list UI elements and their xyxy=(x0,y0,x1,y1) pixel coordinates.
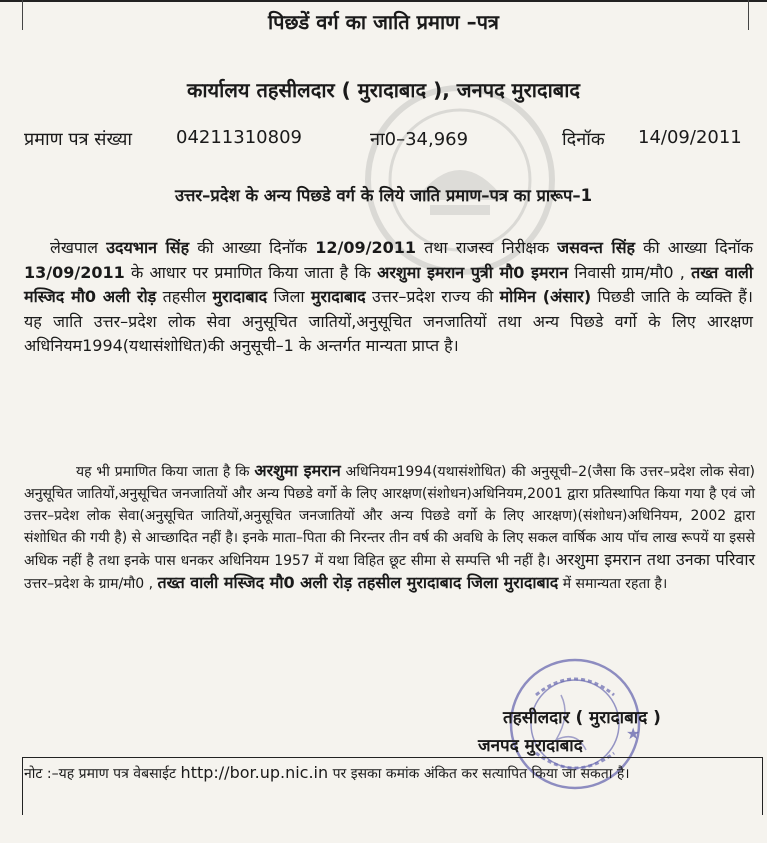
caste-name: मोमिन (अंसार) xyxy=(499,287,592,306)
issue-date: 14/09/2011 xyxy=(638,127,742,148)
signatory-title: तहसीलदार ( मुरादाबाद ) xyxy=(503,708,661,728)
certificate-number-label: प्रमाण पत्र संख्या xyxy=(24,129,133,150)
certificate-number: 04211310809 xyxy=(176,127,302,148)
certification-paragraph-1: लेखपाल उदयभान सिंह की आख्या दिनॉक 12/09/2011 तथा राजस्व निरीक्षक जसवन्त सिंह की आख्या दिनॉक 13/09/2011 के आधार पर प्रमाणित किया जाता है कि अरशुमा इमरान पुत्री मौ0 इमरान निवासी ग्राम/मौ0 , तख्त वाली मस्जिद मौ0 अली रोड़ तहसील मुरादाबाद जिला मुरादाबाद उत्तर–प्रदेश राज्य की मोमिन (अंसार) पिछडी जाति के व्यक्ति हैं। यह जाति उत्तर–प्रदेश लोक सेवा अनुसूचित जातियों,अनुसूचित जनजातियों तथा अन्य पिछडे वर्गो के लिए आरक्षण अधिनियम1994(यथासंशोधित)की अनुसूची–1 के अन्तर्गत मान्यता प्राप्त है। xyxy=(24,238,754,355)
applicant-address: तख्त वाली मस्जिद मौ0 अली रोड़ xyxy=(24,262,753,306)
lekhpal-name: उदयभान सिंह xyxy=(106,238,190,257)
inspector-name: जसवन्त सिंह xyxy=(557,238,636,257)
certificate-number-row xyxy=(24,127,747,153)
certification-paragraph-2: यह भी प्रमाणित किया जाता है कि अरशुमा इमरान अधिनियम1994(यथासंशोधित) की अनुसूची–2(जैसा कि उत्तर–प्रदेश लोक सेवा) अनुसूचित जातियों,अनुसूचित जनजातियों और अन्य पिछडे वर्गो के लिए आरक्षण(संशोधन)अधिनियम,2001 द्वारा प्रतिस्थापित किया गया है एवं जो उत्तर–प्रदेश लोक सेवा(अनुसूचित जातियों,अनुसूचित जनजातियों और अन्य पिछडे वर्गो के लिए आरक्षण)(संशोधन)अधिनियम, 2002 द्वारा संशोधित की गयी है) से आच्छादित नहीं है। इनके माता–पिता की निरन्तर तीन वर्ष की अवधि के लिए सकल वार्षिक आय पॉच लाख रूपयें या इससे अधिक नहीं है तथा इनके पास धनकर अधिनियम 1957 में यथा विहित छूट सीमा से सम्पत्ति भी नहीं है। अरशुमा इमरान तथा उनका परिवार उत्तर–प्रदेश के ग्राम/मौ0 , तख्त वाली मस्जिद मौ0 अली रोड़ तहसील मुरादाबाद जिला मुरादाबाद में समान्यता रहता है। xyxy=(24,461,756,592)
verification-note: नोट :–यह प्रमाण पत्र वेबसाईट http://bor.up.nic.in पर इसका कमांक अंकित कर सत्यापित किया जा सकता है। xyxy=(24,763,630,782)
report-date-1: 12/09/2011 xyxy=(315,238,417,257)
report-date-2: 13/09/2011 xyxy=(24,262,125,282)
tehsil-name: मुरादाबाद xyxy=(212,287,268,306)
issuing-office: कार्यालय तहसीलदार ( मुरादाबाद ), जनपद मुरादाबाद xyxy=(187,78,580,102)
signatory-district: जनपद मुरादाबाद xyxy=(478,736,583,756)
issue-date-label: दिनॉक xyxy=(562,129,605,150)
applicant-name-2: अरशुमा इमरान xyxy=(254,461,341,480)
applicant-address-2: तख्त वाली मस्जिद मौ0 अली रोड़ तहसील मुरादाबाद जिला मुरादाबाद xyxy=(157,573,559,592)
top-border xyxy=(0,0,767,2)
certificate-title: पिछडें वर्ग का जाति प्रमाण –पत्र xyxy=(268,10,499,34)
applicant-family: अरशुमा इमरान तथा उनका परिवार xyxy=(555,550,756,569)
serial-number: ना0–34,969 xyxy=(370,129,469,150)
district-name: मुरादाबाद xyxy=(310,287,366,306)
certificate-subtitle: उत्तर–प्रदेश के अन्य पिछडे वर्ग के लिये जाति प्रमाण–पत्र का प्रारूप–1 xyxy=(174,186,593,205)
applicant-name: अरशुमा इमरान पुत्री मौ0 इमरान xyxy=(377,262,569,282)
verification-url[interactable]: http://bor.up.nic.in xyxy=(180,763,329,782)
svg-text:★: ★ xyxy=(626,724,641,743)
